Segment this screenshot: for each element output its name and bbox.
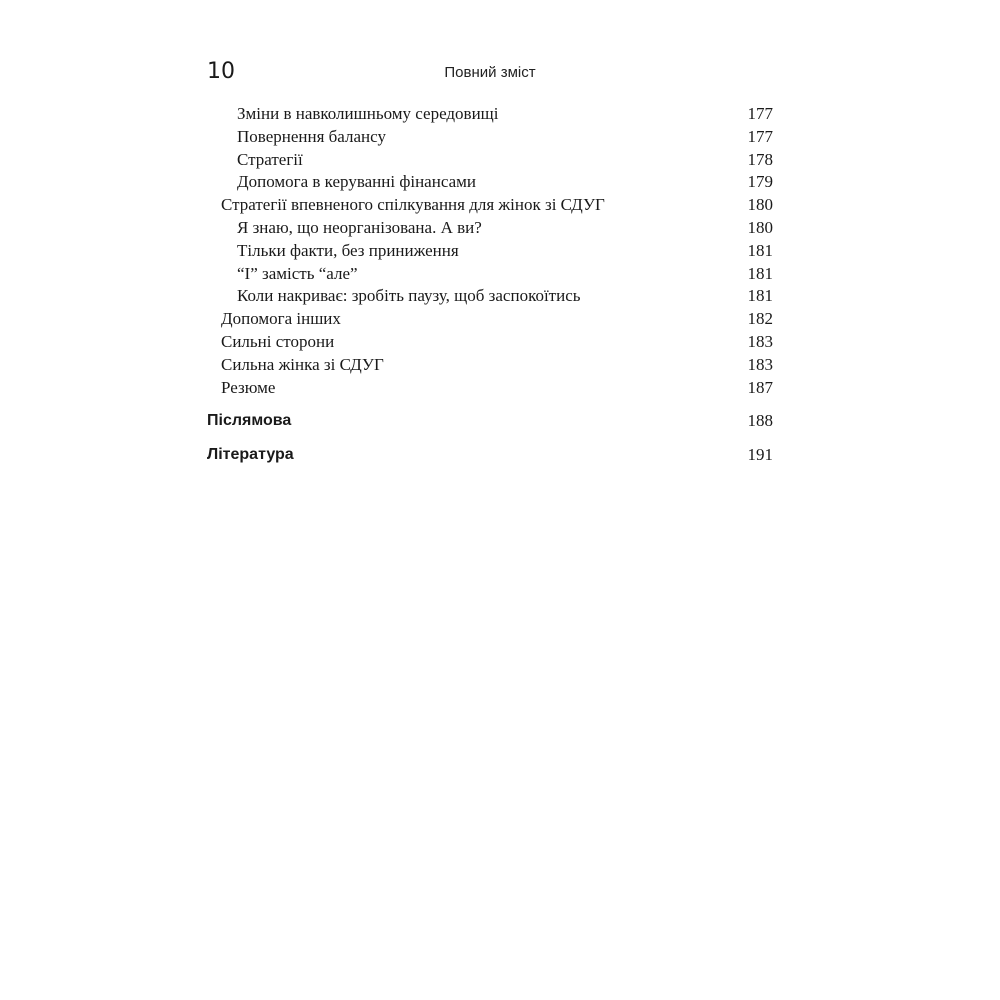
page-header xyxy=(207,58,773,88)
toc-entry xyxy=(207,377,773,400)
toc-entry-label: Допомога в керуванні фінансами xyxy=(237,172,476,192)
toc-entry-page: 188 xyxy=(747,411,773,431)
toc-chapter-entry xyxy=(207,410,773,433)
toc-entry xyxy=(207,308,773,331)
toc-chapter-entry xyxy=(207,444,773,467)
toc-entry-label: Стратегії xyxy=(237,149,303,169)
toc-entry xyxy=(207,217,773,240)
toc-entry-page: 180 xyxy=(747,195,773,215)
toc-entry-page: 181 xyxy=(747,286,773,306)
toc-entry-label: Стратегії впевненого спілкування для жінок зі СДУГ xyxy=(221,195,605,215)
toc-entry-page: 183 xyxy=(747,331,773,351)
toc-entry xyxy=(207,149,773,172)
toc-entry-label: Сильні сторони xyxy=(221,331,335,351)
toc-entry-label: Я знаю, що неорганізована. А ви? xyxy=(237,217,482,237)
toc-entry xyxy=(207,263,773,286)
toc-entry xyxy=(207,103,773,126)
toc-entry-page: 183 xyxy=(747,354,773,374)
running-title: Повний зміст xyxy=(444,64,536,81)
toc-entry-page: 179 xyxy=(747,172,773,192)
toc-entry-page: 180 xyxy=(747,217,773,237)
toc-entry xyxy=(207,285,773,308)
toc-entry xyxy=(207,171,773,194)
toc-entry-page: 191 xyxy=(747,445,773,465)
toc-entry-label: Допомога інших xyxy=(221,309,341,329)
toc-entry-page: 177 xyxy=(747,104,773,123)
toc-entry-page: 187 xyxy=(747,377,773,397)
toc-entry-label: Післямова xyxy=(207,412,292,430)
toc-entry-page: 181 xyxy=(747,240,773,260)
toc-entry-label: Коли накриває: зробіть паузу, щоб заспокоїтись xyxy=(237,286,581,306)
toc-entry-label: Тільки факти, без приниження xyxy=(237,240,459,260)
toc-entry-label: Повернення балансу xyxy=(237,126,386,146)
toc-entry-label: Література xyxy=(207,446,294,464)
toc-entry xyxy=(207,240,773,263)
toc-entry xyxy=(207,126,773,149)
toc-entry-label: “І” замість “але” xyxy=(237,263,358,283)
table-of-contents xyxy=(207,103,773,467)
toc-entry-page: 178 xyxy=(747,149,773,169)
toc-entry-label: Резюме xyxy=(221,377,276,397)
page-number: 10 xyxy=(207,59,235,84)
toc-entry xyxy=(207,331,773,354)
toc-entry xyxy=(207,354,773,377)
toc-entry-page: 177 xyxy=(747,126,773,146)
toc-entry xyxy=(207,194,773,217)
toc-entry-page: 182 xyxy=(747,309,773,329)
toc-entry-label: Зміни в навколишньому середовищі xyxy=(237,104,499,123)
toc-entry-label: Сильна жінка зі СДУГ xyxy=(221,354,384,374)
toc-entry-page: 181 xyxy=(747,263,773,283)
